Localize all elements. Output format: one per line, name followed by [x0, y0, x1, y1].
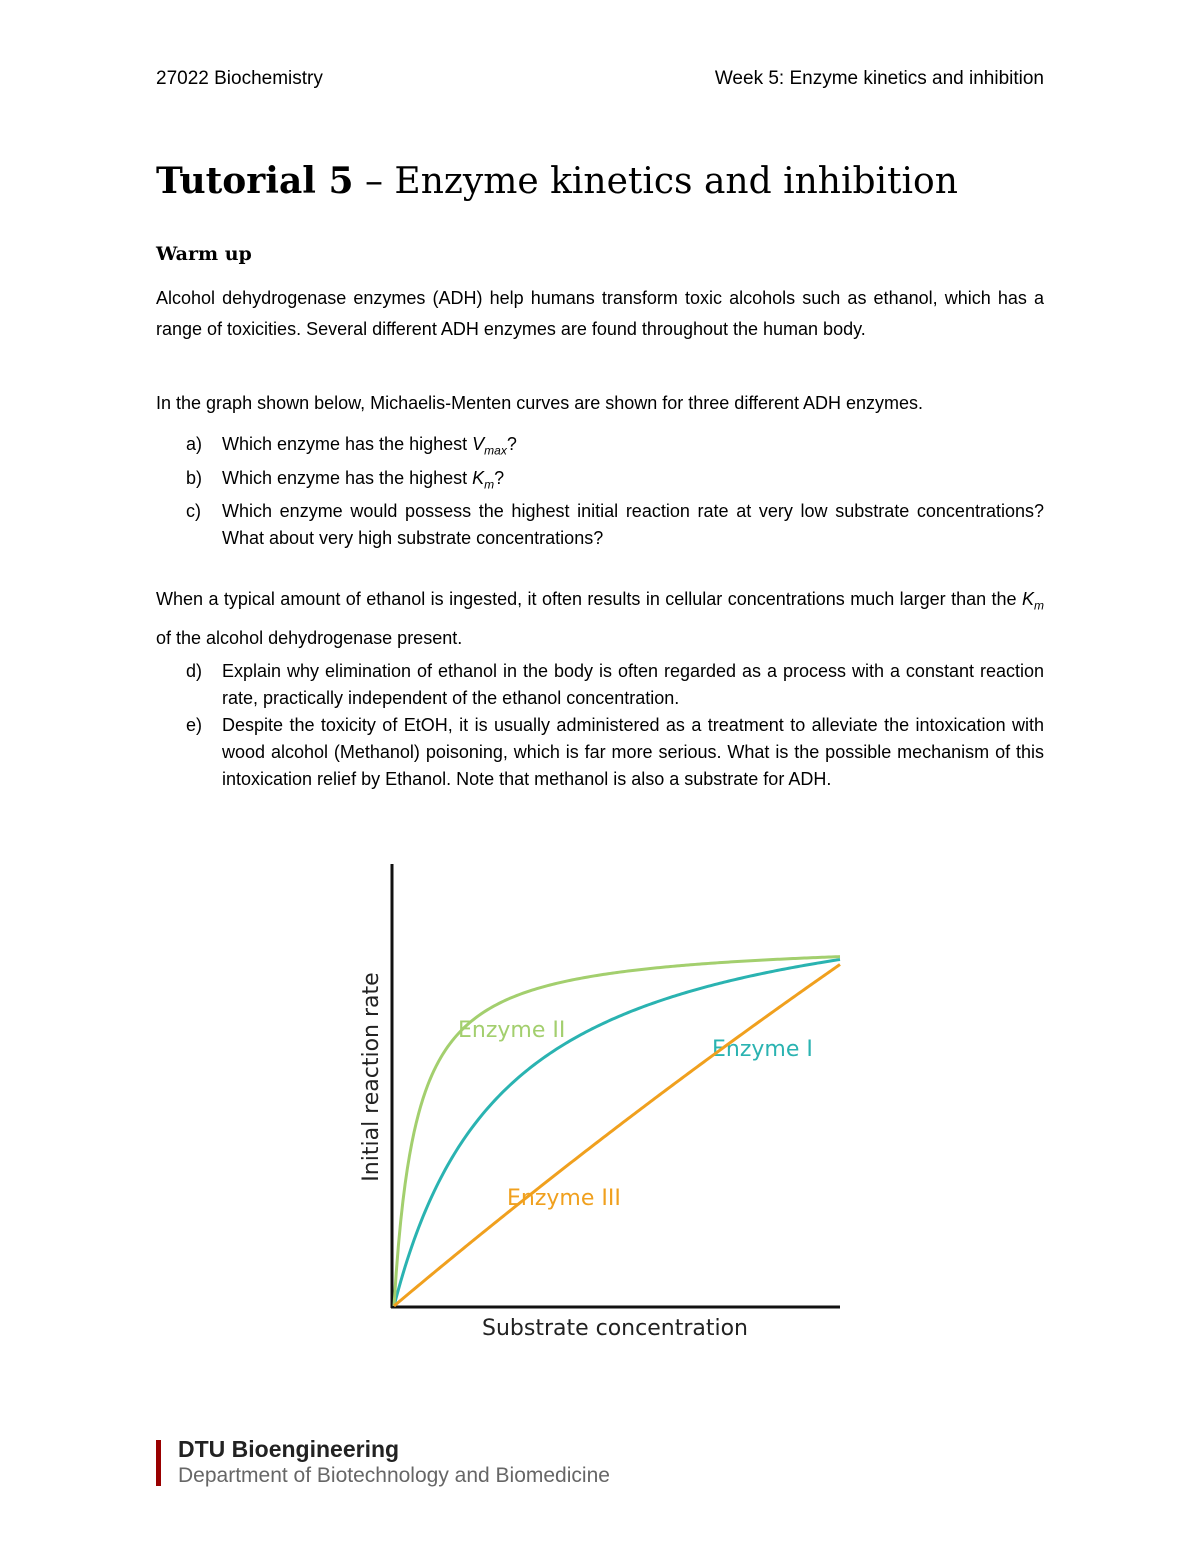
title-rest: – Enzyme kinetics and inhibition: [353, 161, 958, 202]
question-label: d): [186, 661, 203, 681]
question-b-end: ?: [494, 467, 505, 488]
question-list-1: [156, 431, 1044, 552]
series-layer: [394, 957, 840, 1306]
dtu-logo-bar: [156, 1440, 161, 1486]
question-label: a): [186, 434, 203, 454]
warmup-heading: Warm up: [156, 243, 252, 265]
series-label-enzyme-i: Enzyme I: [712, 1037, 813, 1062]
km-symbol: K: [472, 467, 485, 488]
question-d: [156, 658, 1044, 712]
vmax-symbol: V: [472, 434, 485, 454]
paragraph-intro: Alcohol dehydrogenase enzymes (ADH) help humans transform toxic alcohols such as ethanol, which has a range of toxicities. Several different ADH enzymes are found throughout the human body.: [156, 288, 1044, 339]
paragraph-ethanol: [156, 583, 1044, 654]
vmax-subscript: max: [484, 443, 507, 458]
y-axis-label: Initial reaction rate: [359, 972, 384, 1182]
question-a-end: ?: [506, 434, 517, 454]
question-list-2: [156, 658, 1044, 793]
question-c: [156, 498, 1044, 552]
question-text: Explain why elimination of ethanol in the body is often regarded as a process with a constant reaction rate, practically independent of the ethanol concentration.: [222, 661, 1044, 708]
series-label-enzyme-ii: Enzyme II: [458, 1018, 566, 1043]
km-subscript: m: [484, 477, 495, 492]
question-text: [222, 431, 1044, 465]
question-a: [156, 431, 1044, 465]
footer-department: Department of Biotechnology and Biomedicine: [178, 1464, 610, 1487]
x-axis-label: Substrate concentration: [481, 1316, 749, 1341]
question-text: [222, 465, 1044, 499]
paragraph-graph-intro: In the graph shown below, Michaelis-Menten curves are shown for three different ADH enzymes.: [156, 393, 924, 413]
paragraph-ethanol-end: of the alcohol dehydrogenase present.: [156, 627, 463, 648]
question-label: c): [186, 501, 201, 522]
question-e: [156, 712, 1044, 793]
footer-institution: DTU Bioengineering: [178, 1436, 400, 1462]
question-text: Which enzyme would possess the highest initial reaction rate at very low substrate concentrations? What about very high substrate concentrations?: [222, 501, 1044, 549]
page-title: [156, 160, 958, 202]
question-b: [156, 465, 1044, 499]
title-bold: Tutorial 5: [156, 160, 354, 202]
series-line-enzyme-ii: [394, 957, 840, 1306]
km-symbol: K: [1021, 589, 1034, 609]
paragraph-ethanol-text: When a typical amount of ethanol is ingested, it often results in cellular concentrations much larger than the: [156, 589, 1022, 609]
question-label: b): [186, 467, 203, 488]
km-subscript: m: [1034, 598, 1044, 613]
header-week: Week 5: Enzyme kinetics and inhibition: [714, 68, 1044, 89]
series-label-enzyme-iii: Enzyme III: [507, 1186, 621, 1211]
question-b-text: Which enzyme has the highest: [222, 467, 473, 488]
question-label: e): [186, 715, 203, 735]
question-a-text: Which enzyme has the highest: [222, 434, 473, 454]
header-course: 27022 Biochemistry: [156, 68, 323, 89]
question-text: Despite the toxicity of EtOH, it is usually administered as a treatment to alleviate the intoxication with wood alcohol (Methanol) poisoning, which is far more serious. What is the possible mechanism of this intoxication relief by Ethanol. Note that methanol is also a substrate for ADH.: [222, 715, 1044, 789]
michaelis-menten-chart: [350, 850, 850, 1350]
